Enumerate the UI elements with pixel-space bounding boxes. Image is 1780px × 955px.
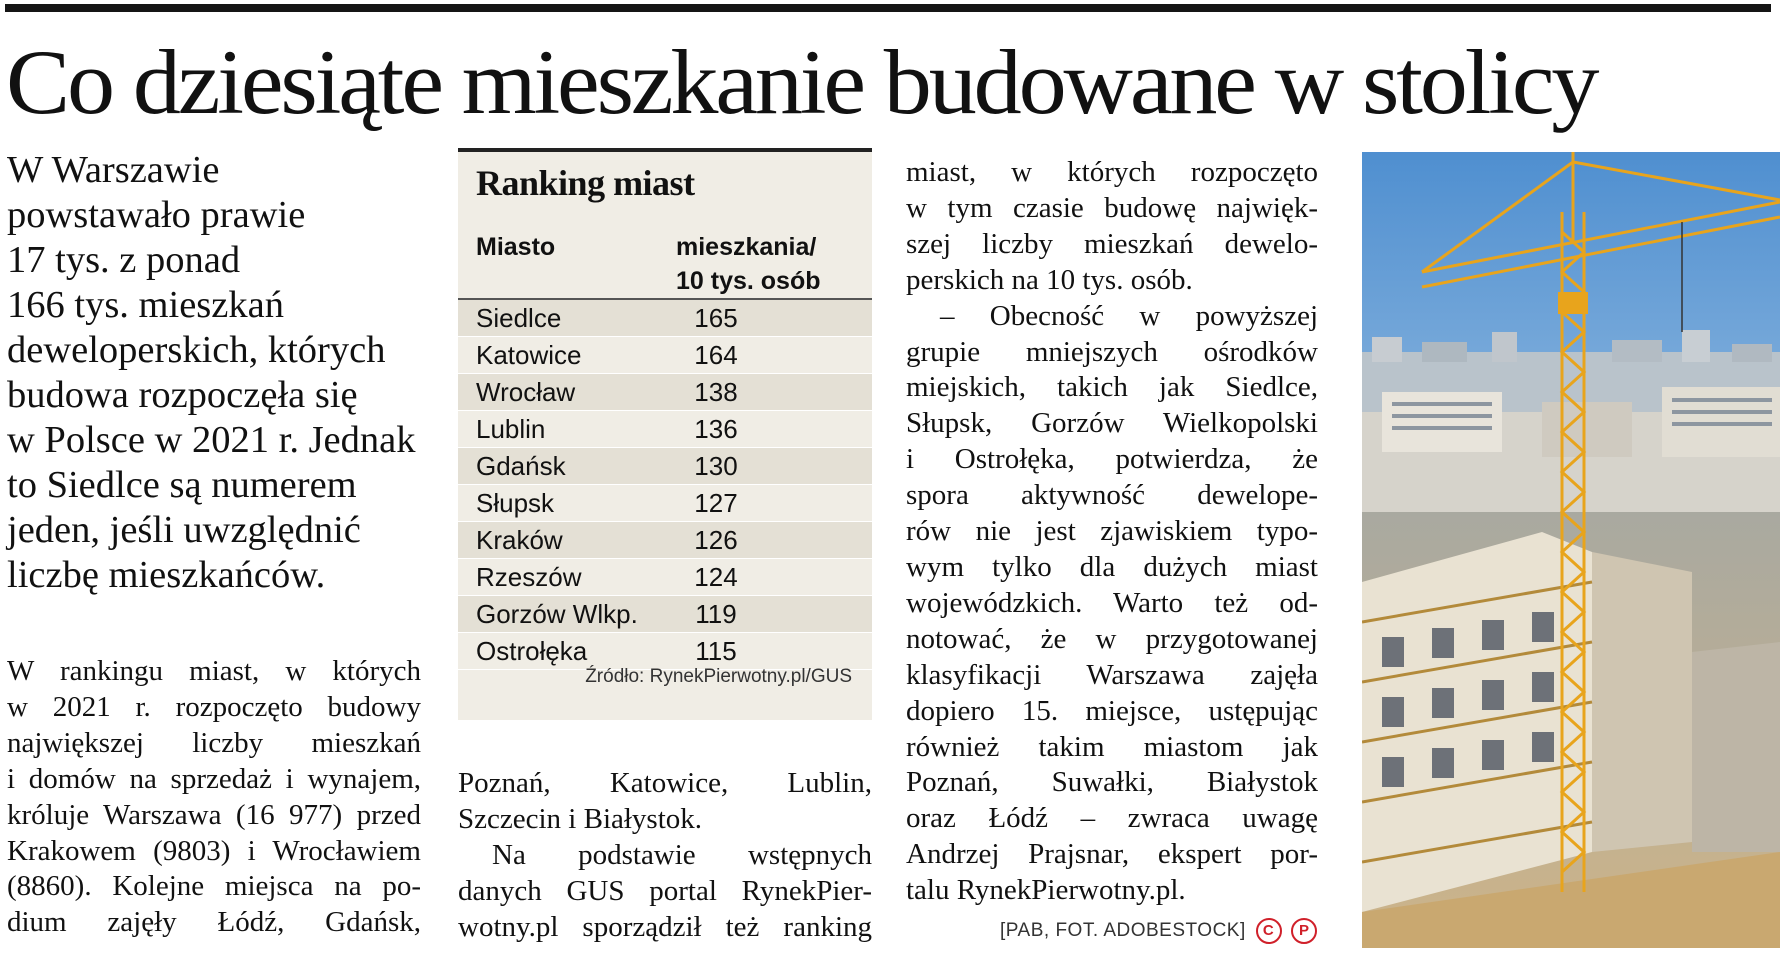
- table-row: [458, 411, 872, 448]
- body-line: Poznań, Suwałki, Białystok: [906, 766, 1318, 799]
- lead-line: powstawało prawie: [7, 194, 306, 236]
- row-city: Gdańsk: [476, 451, 566, 481]
- body-line: Krakowem (9803) i Wrocławiem: [7, 834, 421, 867]
- lead-paragraph: [7, 148, 427, 598]
- body-line: Na podstawie wstępnych: [492, 838, 872, 871]
- body-column-2: [458, 766, 872, 946]
- body-line: W rankingu miast, w których: [7, 655, 421, 687]
- body-line: miejskich, takich jak Siedlce,: [906, 371, 1318, 404]
- construction-photo: [1362, 152, 1780, 948]
- body-line: szej liczby mieszkań dewelo-: [906, 227, 1318, 260]
- body-line: i domów na sprzedaż i wynajem,: [7, 762, 421, 795]
- body-line: wym tylko dla dużych miast: [906, 550, 1318, 583]
- lead-line: deweloperskich, których: [7, 329, 386, 371]
- column-header-value: [676, 230, 856, 298]
- credit-text: [PAB, FOT. ADOBESTOCK]: [1000, 920, 1246, 942]
- body-line: w 2021 r. rozpoczęto budowy: [7, 690, 421, 723]
- body-line: i Ostrołęka, potwierdza, że: [906, 443, 1318, 476]
- row-city: Siedlce: [476, 303, 562, 333]
- row-city: Kraków: [476, 525, 563, 555]
- table-row: [458, 485, 872, 522]
- body-line: króluje Warszawa (16 977) przed: [7, 798, 421, 831]
- body-line: danych GUS portal RynekPier-: [458, 874, 872, 907]
- body-line: wotny.pl sporządził też ranking: [458, 910, 872, 943]
- lead-line: 166 tys. mieszkań: [7, 284, 284, 326]
- table-row: [458, 374, 872, 411]
- row-city: Wrocław: [476, 377, 576, 407]
- headline: Co dziesiąte mieszkanie budowane w stolicy: [6, 31, 1597, 133]
- row-value: 130: [694, 451, 738, 481]
- lead-line: jeden, jeśli uwzględnić: [7, 509, 361, 551]
- column-header-value-line2: 10 tys. osób: [676, 267, 821, 295]
- row-value: 127: [694, 488, 738, 518]
- body-line: oraz Łódź – zwraca uwagę: [906, 802, 1318, 835]
- photo-credit: [1000, 918, 1317, 944]
- row-city: Katowice: [476, 340, 582, 370]
- lead-line: W Warszawie: [7, 149, 220, 191]
- ranking-title: Ranking miast: [476, 163, 695, 203]
- row-city: Lublin: [476, 414, 546, 444]
- body-column-3: [906, 155, 1318, 909]
- row-value: 119: [695, 599, 737, 629]
- table-row: [458, 596, 872, 633]
- body-line: Poznań, Katowice, Lublin,: [458, 767, 872, 799]
- row-city: Rzeszów: [476, 562, 582, 592]
- construction-photo-illustration: [1362, 152, 1780, 948]
- body-line: notować, że w przygotowanej: [906, 622, 1318, 655]
- p-mark-icon: P: [1291, 918, 1317, 944]
- row-value: 124: [694, 562, 738, 592]
- lead-line: to Siedlce są numerem: [7, 464, 357, 506]
- lead-line: w Polsce w 2021 r. Jednak: [7, 419, 416, 461]
- body-line: (8860). Kolejne miejsca na po-: [7, 870, 421, 903]
- row-value: 126: [694, 525, 738, 555]
- lead-line: 17 tys. z ponad: [7, 239, 241, 281]
- row-city: Gorzów Wlkp.: [476, 599, 638, 629]
- table-row: [458, 522, 872, 559]
- row-value: 165: [694, 303, 738, 333]
- row-value: 164: [694, 340, 738, 370]
- table-row: [458, 559, 872, 596]
- body-line: również takim miastom jak: [906, 730, 1318, 763]
- body-line: Słupsk, Gorzów Wielkopolski: [906, 407, 1318, 440]
- body-line: Szczecin i Białystok.: [458, 802, 703, 835]
- column-header-city: Miasto: [476, 233, 556, 261]
- body-line: dopiero 15. miejsce, ustępując: [906, 694, 1318, 727]
- body-line: – Obecność w powyższej: [940, 299, 1318, 332]
- body-line: talu RynekPierwotny.pl.: [906, 874, 1186, 907]
- body-line: klasyfikacji Warszawa zajęła: [906, 658, 1318, 691]
- row-value: 136: [694, 414, 738, 444]
- row-value: 115: [695, 636, 737, 666]
- body-line: rów nie jest zjawiskiem typo-: [906, 515, 1318, 548]
- table-row: [458, 633, 872, 670]
- row-value: 138: [694, 377, 738, 407]
- lead-line: liczbę mieszkańców.: [7, 554, 326, 596]
- row-city: Słupsk: [476, 488, 555, 518]
- top-rule: [5, 4, 1771, 12]
- copyright-icon: C: [1256, 918, 1282, 944]
- body-line: w tym czasie budowę najwięk-: [906, 191, 1318, 224]
- table-top-rule: [458, 148, 872, 152]
- lead-line: budowa rozpoczęła się: [7, 374, 358, 416]
- table-row: [458, 448, 872, 485]
- body-line: Andrzej Prajsnar, ekspert por-: [906, 838, 1318, 871]
- body-line: grupie mniejszych ośrodków: [906, 335, 1318, 368]
- table-rows: [458, 300, 872, 670]
- body-line: spora aktywność dewelope-: [906, 479, 1318, 512]
- body-line: miast, w których rozpoczęto: [906, 156, 1318, 188]
- row-city: Ostrołęka: [476, 636, 588, 666]
- body-line: największej liczby mieszkań: [7, 726, 421, 759]
- body-line: wojewódzkich. Warto też od-: [906, 586, 1318, 619]
- ranking-table: [458, 148, 872, 720]
- body-line: dium zajęły Łódź, Gdańsk,: [7, 906, 421, 939]
- body-line: perskich na 10 tys. osób.: [906, 263, 1193, 296]
- table-source: Źródło: RynekPierwotny.pl/GUS: [585, 666, 852, 687]
- table-row: [458, 300, 872, 337]
- table-row: [458, 337, 872, 374]
- column-header-value-line1: mieszkania/: [676, 233, 817, 261]
- body-column-1: [7, 654, 421, 941]
